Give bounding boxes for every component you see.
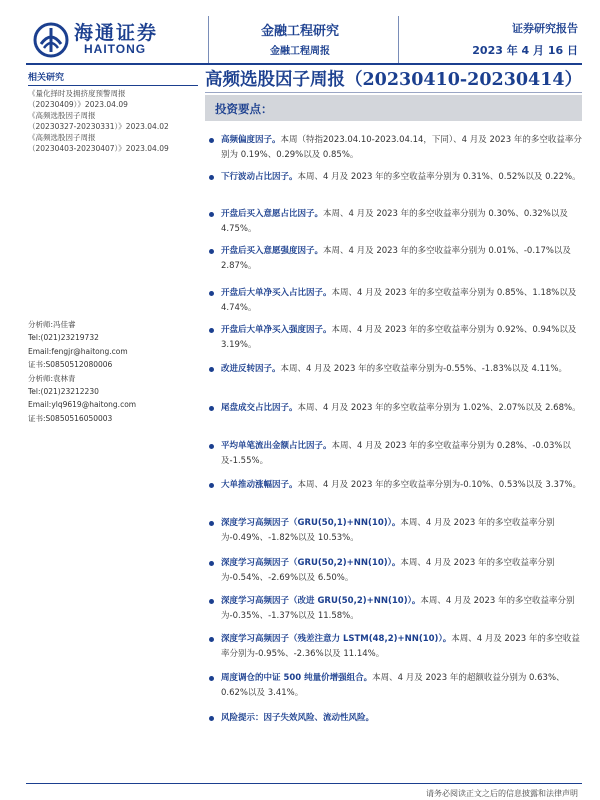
bullet-dot-icon [209, 599, 214, 604]
logo-english-name: HAITONG [84, 42, 147, 56]
bullet-lead: 开盘后买入意愿强度因子。 [221, 246, 324, 256]
bullet-body: 本周、4 月及 2023 年的超额收益分别为 0.63%、0.62%以及 3.41%。 [221, 673, 565, 698]
list-item [207, 244, 582, 274]
bullet-body: 本周、4 月及 2023 年的多空收益率分别为-0.54%、-2.69%以及 6.50%。 [221, 558, 555, 583]
list-item [207, 323, 582, 353]
list-item [207, 711, 582, 726]
analyst-email[interactable]: Email:fengjr@haitong.com [28, 346, 128, 356]
bullet-body: 本周、4 月及 2023 年的多空收益率分别为 0.28%、-0.03%以及-1.55%。 [221, 441, 571, 466]
header-date: 2023 年 4 月 16 日 [472, 44, 578, 57]
analyst-name: 分析师:冯佳睿 [28, 320, 76, 329]
list-item [207, 401, 582, 416]
bullet-lead: 开盘后买入意愿占比因子。 [221, 209, 324, 219]
bullet-lead: 平均单笔流出金额占比因子。 [221, 441, 332, 451]
bullet-lead: 开盘后大单净买入占比因子。 [221, 288, 332, 298]
summary-header-bar [205, 95, 582, 121]
related-line[interactable]: （20230327-20230331）》2023.04.02 [28, 122, 169, 131]
title-rule [205, 92, 582, 93]
list-item [207, 207, 582, 237]
bullet-dot-icon [209, 483, 214, 488]
bullet-body: 本周、4 月及 2023 年的多空收益率分别为-0.10%、0.53%以及 3.37%。 [297, 480, 581, 490]
bullet-body: 本周、4 月及 2023 年的多空收益率分别为-0.55%、-1.83%以及 4.11%。 [280, 364, 568, 374]
analyst-cert: 证书:S0850512080006 [28, 360, 113, 370]
bullet-dot-icon [209, 406, 214, 411]
related-line[interactable]: 《高频选股因子周报 [28, 111, 96, 120]
related-research-heading: 相关研究 [28, 70, 198, 86]
list-item [207, 478, 582, 493]
bullet-body: 本周、4 月及 2023 年的多空收益率分别为 0.31%、0.52%以及 0.22%。 [297, 172, 581, 182]
list-item [207, 556, 582, 586]
bullet-lead: 风险提示：因子失效风险、流动性风险。 [221, 713, 375, 723]
bullet-lead: 高频偏度因子。 [221, 135, 281, 145]
bullet-body: 本周、4 月及 2023 年的多空收益率分别为-0.95%、-2.36%以及 11.14%。 [221, 634, 580, 659]
bullet-body: 本周、4 月及 2023 年的多空收益率分别为 0.30%、0.32%以及 4.75%。 [221, 209, 568, 234]
summary-label: 投资要点： [215, 102, 273, 116]
analyst-tel: Tel:(021)23212230 [28, 387, 99, 397]
bullet-dot-icon [209, 367, 214, 372]
bullet-dot-icon [209, 561, 214, 566]
list-item [207, 286, 582, 316]
bullet-body: 本周、4 月及 2023 年的多空收益率分别为 0.92%、0.94%以及 3.19%。 [221, 325, 577, 350]
related-line[interactable]: 《量化择时及拥挤度预警周报 [28, 89, 126, 98]
bullet-body: 本周、4 月及 2023 年的多空收益率分别为-0.35%、-1.37%以及 11.58%。 [221, 596, 575, 621]
bullet-body: 本周、4 月及 2023 年的多空收益率分别为 0.01%、-0.17%以及 2.87%。 [221, 246, 571, 271]
analyst-info [28, 318, 198, 425]
bullet-lead: 大单推动涨幅因子。 [221, 480, 298, 490]
bullet-lead: 深度学习高频因子（残差注意力 LSTM(48,2)+NN(10)）。 [221, 634, 452, 644]
bullet-lead: 深度学习高频因子（改进 GRU(50,2)+NN(10)）。 [221, 596, 421, 606]
bullet-lead: 深度学习高频因子（GRU(50,2)+NN(10)）。 [221, 558, 401, 568]
analyst-email[interactable]: Email:ylq9619@haitong.com [28, 400, 137, 410]
related-line[interactable]: （20230409）》2023.04.09 [28, 100, 128, 109]
footer-disclaimer: 请务必阅读正文之后的信息披露和法律声明 [426, 789, 578, 798]
header-rule [26, 63, 582, 65]
list-item [207, 594, 582, 624]
bullet-body: 本周（特指2023.04.10-2023.04.14，下同）、4 月及 2023 年的多空收益率分别为 0.19%、0.29%以及 0.85%。 [221, 135, 582, 160]
related-line[interactable]: （20230403-20230407）》2023.04.09 [28, 144, 169, 153]
bullet-dot-icon [209, 175, 214, 180]
header-report-series: 金融工程周报 [270, 46, 330, 57]
analyst-name: 分析师:袁林青 [28, 373, 76, 383]
list-item [207, 170, 582, 185]
analyst-tel: Tel:(021)23219732 [28, 333, 99, 343]
header-section-title: 金融工程研究 [260, 24, 339, 39]
list-item [207, 133, 582, 163]
bullet-dot-icon [209, 444, 214, 449]
footer-rule [26, 783, 582, 784]
list-item [207, 632, 582, 662]
bullet-lead: 尾盘成交占比因子。 [221, 403, 298, 413]
bullet-dot-icon [209, 676, 214, 681]
bullet-dot-icon [209, 328, 214, 333]
bullet-dot-icon [209, 212, 214, 217]
bullet-dot-icon [209, 521, 214, 526]
bullet-lead: 改进反转因子。 [221, 364, 281, 374]
bullet-dot-icon [209, 716, 214, 721]
list-item [207, 516, 582, 546]
bullet-body: 本周、4 月及 2023 年的多空收益率分别为-0.49%、-1.82%以及 10.53%。 [221, 518, 555, 543]
bullet-dot-icon [209, 291, 214, 296]
bullet-dot-icon [209, 637, 214, 642]
bullet-dot-icon [209, 138, 214, 143]
bullet-body: 本周、4 月及 2023 年的多空收益率分别为 1.02%、2.07%以及 2.68%。 [297, 403, 581, 413]
logo-chinese-name: 海通证券 [74, 22, 159, 44]
bullet-body: 本周、4 月及 2023 年的多空收益率分别为 0.85%、1.18%以及 4.74%。 [221, 288, 577, 313]
list-item [207, 439, 582, 469]
bullet-dot-icon [209, 249, 214, 254]
bullet-lead: 开盘后大单净买入强度因子。 [221, 325, 332, 335]
list-item [207, 362, 582, 377]
bullet-lead: 深度学习高频因子（GRU(50,1)+NN(10)）。 [221, 518, 401, 528]
bullet-lead: 周度调仓的中证 500 纯量价增强组合。 [221, 673, 373, 683]
related-line[interactable]: 《高频选股因子周报 [28, 133, 96, 142]
related-research [28, 70, 198, 154]
header-report-type: 证券研究报告 [512, 22, 578, 35]
list-item [207, 671, 582, 701]
analyst-cert: 证书:S0850516050003 [28, 413, 113, 423]
report-title: 高频选股因子周报（20230410-20230414） [205, 70, 583, 90]
bullet-lead: 下行波动占比因子。 [221, 172, 298, 182]
